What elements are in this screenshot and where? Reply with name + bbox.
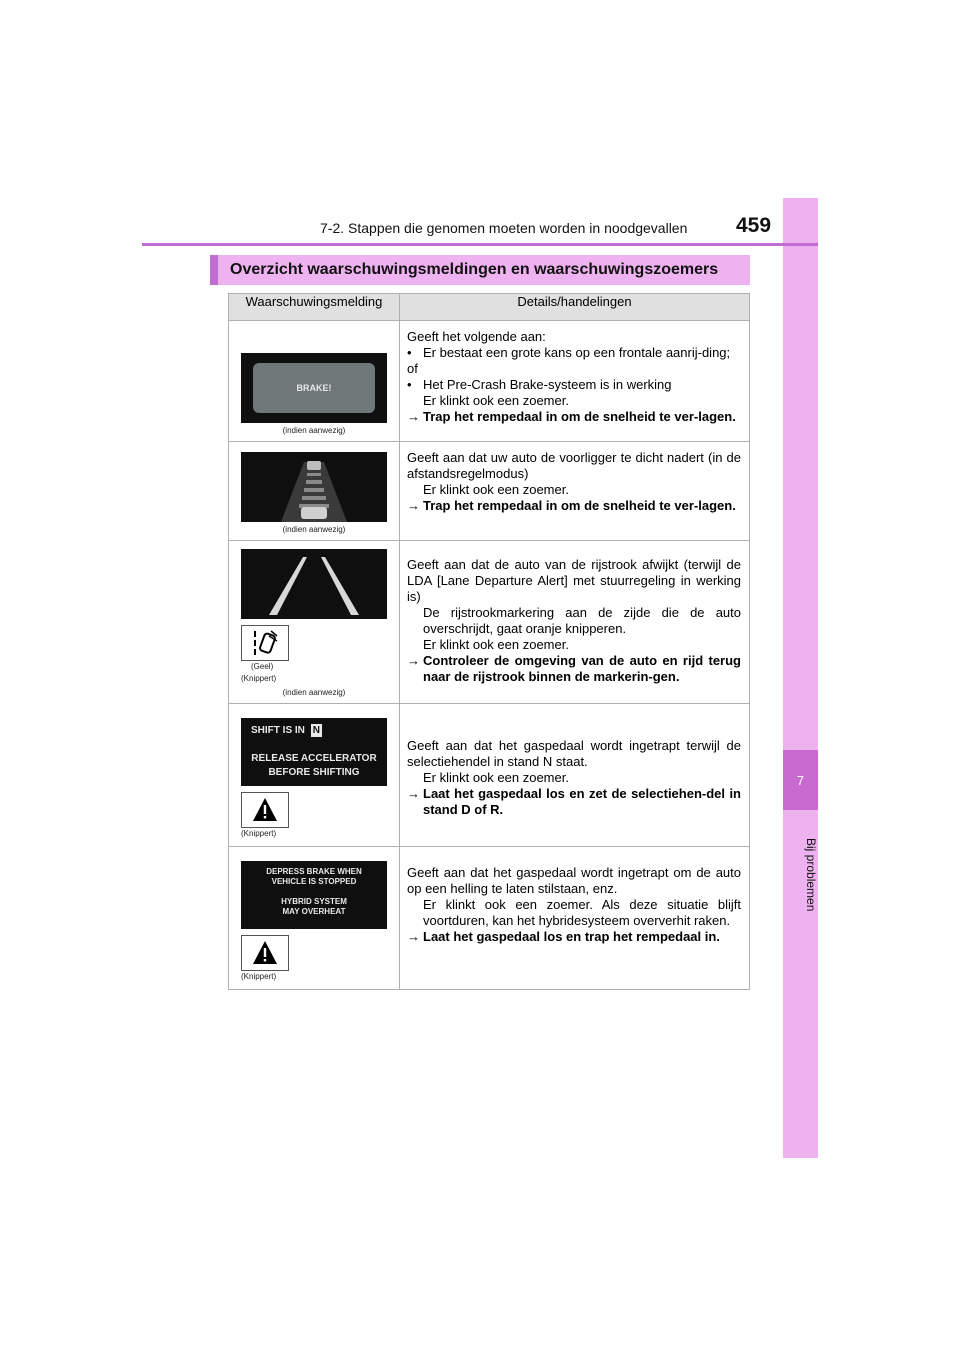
shift-screen-line2: RELEASE ACCELERATOR [251, 753, 377, 764]
list-item: • Er bestaat een grote kans op een frontale aanrij-ding; [407, 345, 731, 360]
table-row [229, 321, 750, 442]
action-instruction: → Trap het rempedaal in om de snelheid te ver-lagen. [407, 409, 736, 424]
arrow-icon: → [407, 498, 420, 513]
hybrid-screen-line1: DEPRESS BRAKE WHEN [266, 867, 362, 876]
detail-intro: Geeft het volgende aan: [407, 329, 546, 344]
arrow-icon: → [407, 409, 420, 424]
action-instruction: → Controleer de omgeving van de auto en rijd terug naar de rijstrook binnen de markerin-gen. [407, 653, 741, 684]
detail-intro: Geeft aan dat het gaspedaal wordt ingetrapt om de auto op een helling te laten stilstaan, enz. [407, 865, 741, 896]
hybrid-screen-line2: VEHICLE IS STOPPED [271, 877, 357, 886]
warning-image-cell [229, 321, 400, 442]
table-row [229, 847, 750, 990]
arrow-icon: → [407, 786, 420, 801]
table-header-row [229, 294, 750, 321]
lane-lines-icon [241, 549, 387, 619]
indicator-caption: (Geel) (Knippert) [241, 662, 277, 683]
page-number: 459 [736, 214, 772, 237]
image-caption: (indien aanwezig) [282, 426, 346, 435]
chapter-side-tab [783, 198, 818, 1158]
warning-image-cell [229, 847, 400, 990]
detail-intro: Geeft aan dat het gaspedaal wordt ingetrapt terwijl de selectiehendel in stand N staat. [407, 738, 741, 769]
warning-image-cell [229, 442, 400, 541]
detail-intro: Geeft aan dat de auto van de rijstrook afwijkt (terwijl de LDA [Lane Departure Alert] met stuurregeling in werking is) [407, 557, 741, 604]
column-header-details: Details/handelingen [400, 294, 750, 321]
hybrid-screen-line3: HYBRID SYSTEM [281, 897, 347, 906]
action-instruction: → Trap het rempedaal in om de snelheid te ver-lagen. [407, 498, 736, 513]
image-caption: (indien aanwezig) [282, 525, 346, 534]
list-item: • Het Pre-Crash Brake-systeem is in werking [407, 377, 672, 392]
arrow-icon: → [407, 929, 420, 944]
section-header-title: 7-2. Stappen die genomen moeten worden in noodgevallen [320, 220, 688, 236]
action-instruction: → Laat het gaspedaal los en zet de selectiehen-del in stand D of R. [407, 786, 741, 817]
image-caption: (indien aanwezig) [282, 688, 346, 697]
arrow-icon: → [407, 653, 420, 668]
approach-vehicle-icon [241, 452, 387, 522]
warning-image-cell [229, 541, 400, 704]
lane-departure-screen [241, 549, 387, 619]
details-cell [400, 541, 750, 704]
column-header-message: Waarschuwingsmelding [229, 294, 400, 321]
warning-triangle-icon [241, 935, 289, 971]
shift-screen-line1: SHIFT IS IN [251, 725, 305, 736]
shift-warning-screen [241, 718, 387, 786]
details-cell [400, 704, 750, 847]
section-banner: Overzicht waarschuwingsmeldingen en waarschuwingszoemers [210, 255, 750, 285]
detail-note: De rijstrookmarkering aan de zijde die de auto overschrijdt, gaat oranje knipperen. [423, 605, 741, 636]
details-cell [400, 847, 750, 990]
header-rule [142, 243, 818, 246]
hybrid-warning-screen [241, 861, 387, 929]
action-instruction: → Laat het gaspedaal los en trap het rempedaal in. [407, 929, 720, 944]
details-cell [400, 321, 750, 442]
gear-n-badge: N [312, 725, 320, 736]
detail-note: Er klinkt ook een zoemer. Als deze situatie blijft voortduren, kan het hybridesysteem oververhit raken. [423, 897, 741, 928]
shift-screen-line3: BEFORE SHIFTING [268, 767, 360, 778]
table-row [229, 541, 750, 704]
detail-note: Er klinkt ook een zoemer. [423, 770, 569, 785]
distance-warning-screen [241, 452, 387, 522]
warning-triangle-icon [241, 792, 289, 828]
detail-intro: Geeft aan dat uw auto de voorligger te dicht nadert (in de afstandsregelmodus) [407, 450, 741, 481]
detail-note: Er klinkt ook een zoemer. [423, 482, 569, 497]
table-row [229, 704, 750, 847]
indicator-caption: (Knippert) [241, 829, 277, 838]
warning-table [228, 293, 750, 990]
brake-warning-text: BRAKE! [253, 363, 375, 413]
chapter-label: Bij problemen [804, 838, 818, 912]
detail-note: Er klinkt ook een zoemer. [423, 637, 569, 652]
detail-or: of [407, 361, 418, 376]
detail-note: Er klinkt ook een zoemer. [423, 393, 569, 408]
chapter-number: 7 [783, 750, 818, 810]
table-row [229, 442, 750, 541]
brake-warning-screen [241, 353, 387, 423]
hybrid-screen-line4: MAY OVERHEAT [282, 907, 346, 916]
warning-image-cell [229, 704, 400, 847]
details-cell [400, 442, 750, 541]
indicator-caption: (Knippert) [241, 972, 277, 981]
lane-departure-indicator-icon [241, 625, 289, 661]
